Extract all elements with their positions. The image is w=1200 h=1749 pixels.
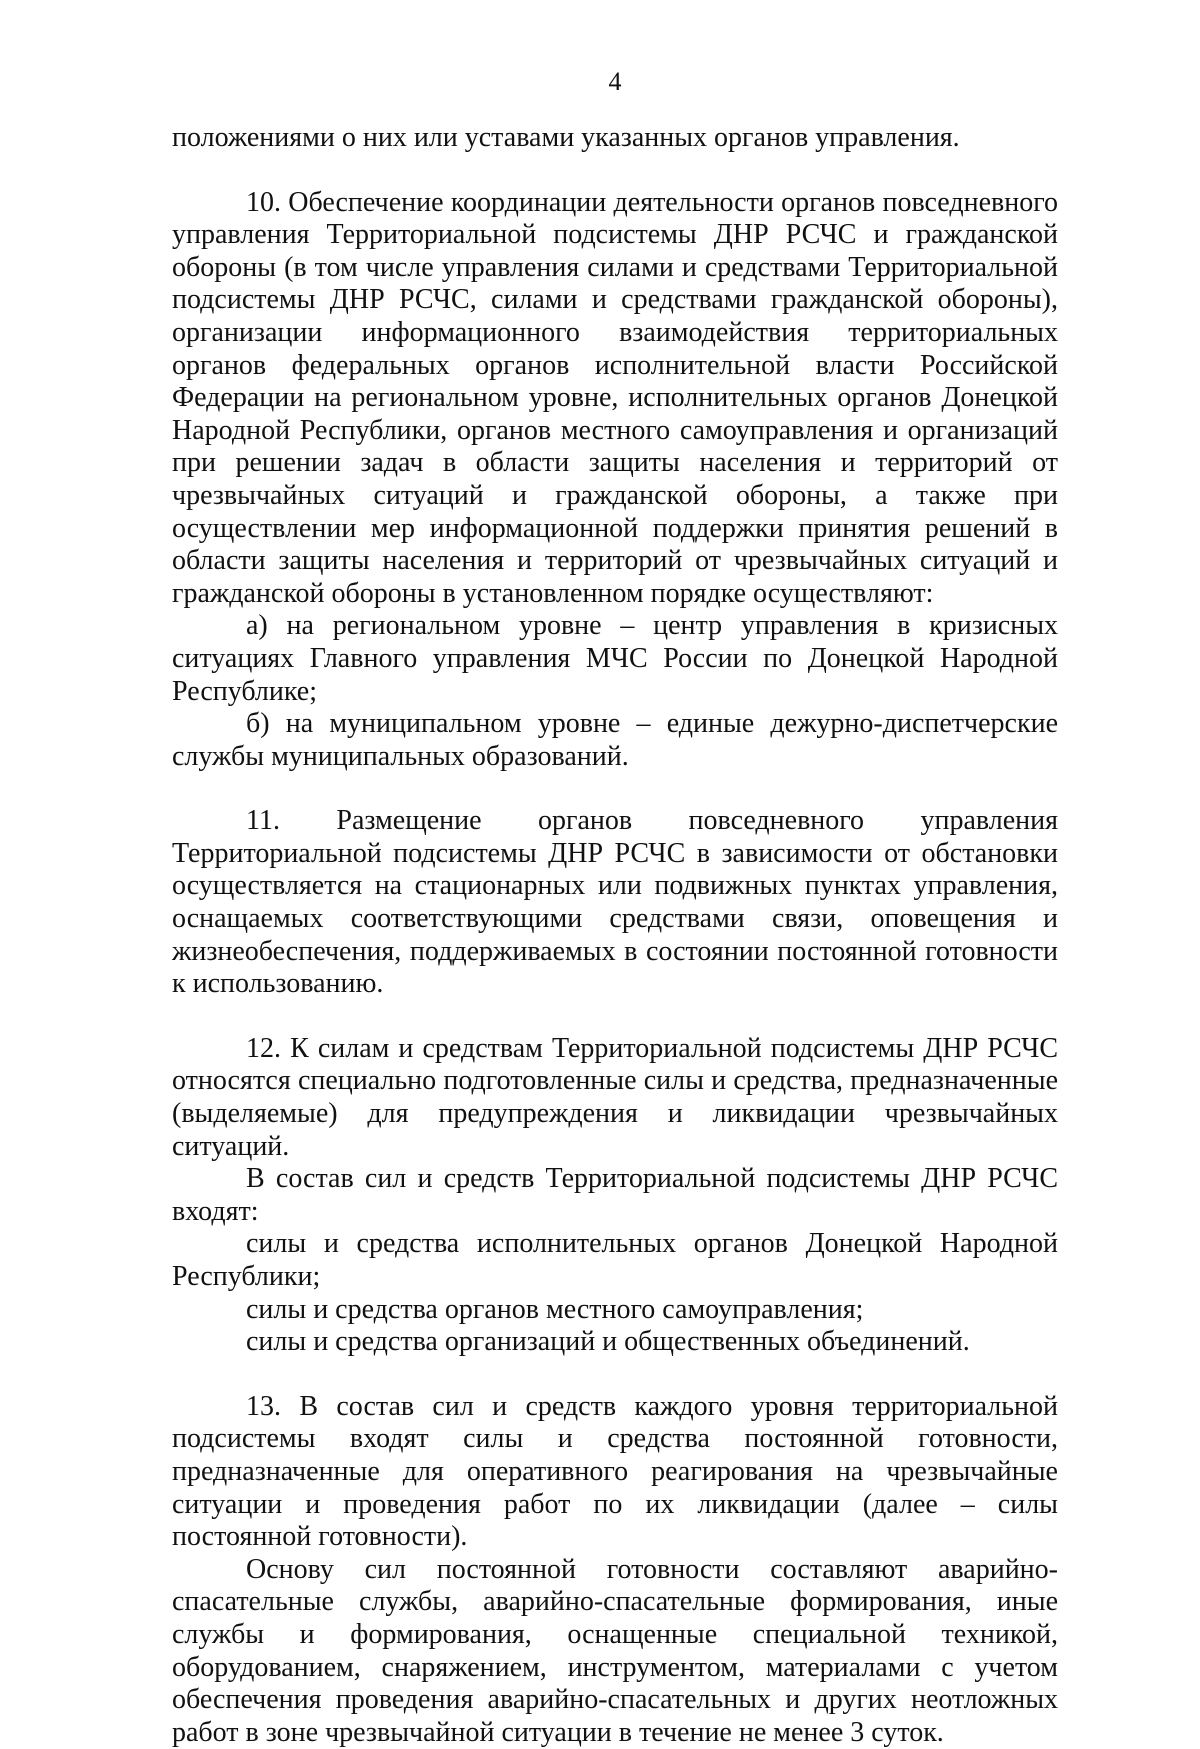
paragraph-item-10-b: б) на муниципальном уровне – единые дежурно-диспетчерские службы муниципальных образований.: [172, 708, 1058, 772]
paragraph-item-12-composition: В состав сил и средств Территориальной подсистемы ДНР РСЧС входят:: [172, 1163, 1058, 1227]
paragraph-continuation: положениями о них или уставами указанных органов управления.: [172, 122, 960, 153]
paragraph-item-12-list-1: силы и средства исполнительных органов Донецкой Народной Республики;: [172, 1228, 1058, 1292]
paragraph-item-10: 10. Обеспечение координации деятельности органов повседневного управления Территориальной подсистемы ДНР РСЧС и гражданской обороны (в том числе управления силами и средствами Территориальной подсистемы ДНР РСЧС, силами и средствами гражданской обороны), организации информационного взаимодействия территориальных органов федеральных органов исполнительной власти Российской Федерации на региональном уровне, исполнительных органов Донецкой Народной Республики, органов местного самоуправления и организаций при решении задач в области защиты населения и территорий от чрезвычайных ситуаций и гражданской обороны, а также при осуществлении мер информационной поддержки принятия решений в области защиты населения и территорий от чрезвычайных ситуаций и гражданской обороны в установленном порядке осуществляют:: [172, 186, 1058, 609]
paragraph-item-12-list-2: силы и средства органов местного самоуправления;: [246, 1293, 864, 1325]
page-number: 4: [608, 67, 622, 96]
paragraph-item-12: 12. К силам и средствам Территориальной подсистемы ДНР РСЧС относятся специально подготовленные силы и средства, предназначенные (выделяемые) для предупреждения и ликвидации чрезвычайных ситуаций.: [172, 1032, 1058, 1162]
paragraph-item-10-a: а) на региональном уровне – центр управления в кризисных ситуациях Главного управления МЧС России по Донецкой Народной Республике;: [172, 610, 1058, 707]
paragraph-item-13-basis: Основу сил постоянной готовности составляют аварийно-спасательные службы, аварийно-спасательные формирования, иные службы и формирования, оснащенные специальной техникой, оборудованием, снаряжением, инструментом, материалами с учетом обеспечения проведения аварийно-спасательных и других неотложных работ в зоне чрезвычайной ситуации в течение не менее 3 суток.: [172, 1553, 1058, 1748]
paragraph-item-11: 11. Размещение органов повседневного управления Территориальной подсистемы ДНР РСЧС в зависимости от обстановки осуществляется на стационарных или подвижных пунктах управления, оснащаемых соответствующими средствами связи, оповещения и жизнеобеспечения, поддерживаемых в состоянии постоянной готовности к использованию.: [172, 805, 1058, 1000]
paragraph-item-12-list-3: силы и средства организаций и общественных объединений.: [246, 1326, 970, 1358]
paragraph-item-13: 13. В состав сил и средств каждого уровня территориальной подсистемы входят силы и средства постоянной готовности, предназначенные для оперативного реагирования на чрезвычайные ситуации и проведения работ по их ликвидации (далее – силы постоянной готовности).: [172, 1390, 1058, 1553]
